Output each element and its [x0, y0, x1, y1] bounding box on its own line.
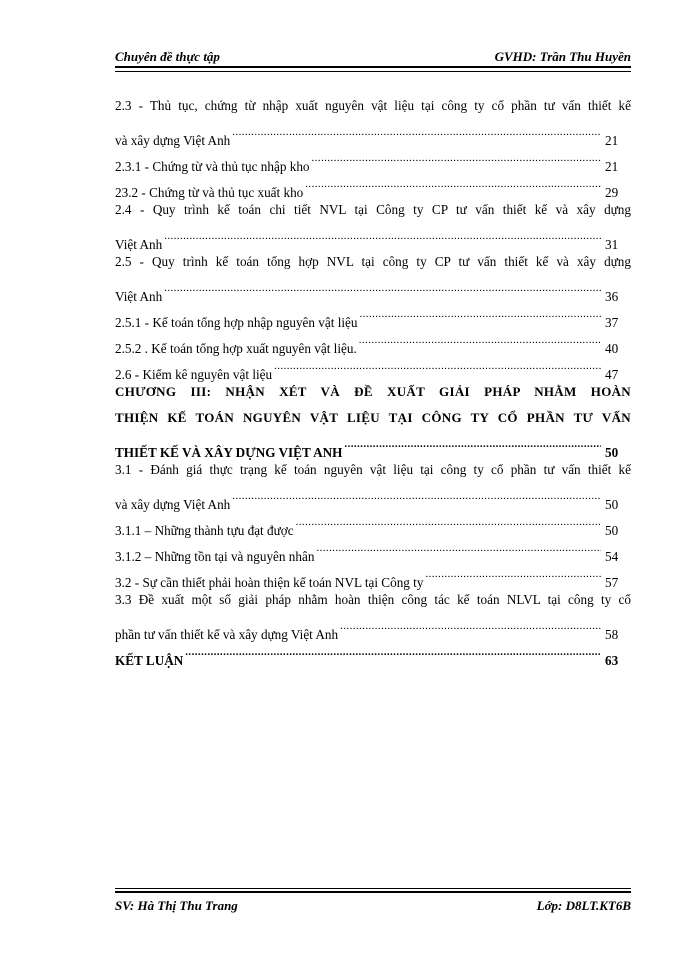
toc-page-number: 50 [605, 523, 619, 538]
dot-leader [232, 119, 601, 145]
toc-entry-text: phần tư vấn thiết kế và xây dựng Việt Anh [115, 627, 339, 642]
toc-entry-text: Việt Anh [115, 237, 163, 252]
dot-leader [232, 483, 601, 509]
toc-page-number: 57 [605, 575, 619, 590]
toc-entry-text: 3.1.2 – Những tồn tại và nguyên nhân [115, 549, 315, 564]
toc-page-number: 54 [605, 549, 619, 564]
dot-leader [164, 275, 601, 301]
toc-entry[interactable] [115, 457, 631, 512]
toc-entry-text: 2.6 - Kiểm kê nguyên vật liệu [115, 367, 273, 382]
toc-entry-text: 2.5 - Quy trình kế toán tổng hợp NVL tại công ty CP tư vấn thiết kế và xây dựng [115, 254, 631, 269]
page-footer [115, 888, 631, 913]
toc-page-number: 50 [605, 445, 619, 460]
table-of-contents [115, 93, 631, 668]
toc-page-number: 50 [605, 497, 619, 512]
toc-entry-text: 23.2 - Chứng từ và thủ tục xuất kho [115, 185, 304, 200]
toc-page-number: 21 [605, 159, 619, 174]
toc-entry[interactable] [115, 379, 631, 460]
toc-entry-text: 3.1 - Đánh giá thực trạng kế toán nguyên vật liệu tại công ty cổ phần tư vấn thiết kế [115, 462, 631, 477]
dot-leader [296, 509, 601, 535]
dot-leader [312, 145, 601, 171]
toc-entry[interactable] [115, 249, 631, 304]
toc-page-number: 63 [605, 653, 619, 668]
toc-entry[interactable] [115, 197, 631, 252]
toc-entry-line [115, 223, 631, 252]
toc-entry-text: THIẾT KẾ VÀ XÂY DỰNG VIỆT ANH [115, 445, 343, 460]
dot-leader [274, 353, 601, 379]
dot-leader [359, 301, 601, 327]
toc-page-number: 29 [605, 185, 619, 200]
toc-entry-text: KẾT LUẬN [115, 653, 184, 668]
toc-entry-text: 3.3 Đề xuất một số giải pháp nhằm hoàn thiện công tác kế toán NLVL tại công ty cổ [115, 592, 631, 607]
dot-leader [164, 223, 601, 249]
header-subject: Chuyên đề thực tập [115, 49, 220, 64]
toc-entry-text: 3.2 - Sự cần thiết phải hoàn thiện kế toán NVL tại Công ty [115, 575, 424, 590]
toc-page-number: 47 [605, 367, 619, 382]
toc-entry-text: và xây dựng Việt Anh [115, 133, 231, 148]
header-rule [115, 71, 631, 72]
toc-entry-text: 2.5.1 - Kế toán tổng hợp nhập nguyên vật liệu [115, 315, 358, 330]
toc-entry[interactable] [115, 587, 631, 642]
toc-page-number: 37 [605, 315, 619, 330]
toc-entry-line [115, 431, 631, 460]
toc-entry-line [115, 119, 631, 148]
toc-entry-text: CHƯƠNG III: NHẬN XÉT VÀ ĐỀ XUẤT GIẢI PHÁP NHẰM HOÀN [115, 384, 631, 399]
dot-leader [359, 327, 601, 353]
dot-leader [425, 561, 601, 587]
toc-entry[interactable] [115, 301, 631, 330]
dot-leader [344, 431, 601, 457]
toc-entry-line [115, 275, 631, 304]
toc-entry-text: 2.3.1 - Chứng từ và thủ tục nhập kho [115, 159, 310, 174]
toc-entry[interactable] [115, 93, 631, 148]
page-header [115, 46, 631, 68]
toc-entry-text: 2.5.2 . Kế toán tổng hợp xuất nguyên vật liệu. [115, 341, 357, 356]
toc-page-number: 58 [605, 627, 619, 642]
toc-entry-line [115, 639, 631, 668]
toc-entry-text: và xây dựng Việt Anh [115, 497, 231, 512]
toc-entry-text: Việt Anh [115, 289, 163, 304]
dot-leader [340, 613, 601, 639]
toc-entry[interactable] [115, 639, 631, 668]
toc-page-number: 36 [605, 289, 619, 304]
toc-entry-text: 2.4 - Quy trình kế toán chi tiết NVL tại Công ty CP tư vấn thiết kế và xây dựng [115, 202, 631, 217]
dot-leader [305, 171, 601, 197]
header-advisor: GVHD: Trần Thu Huyền [494, 49, 631, 64]
toc-entry-line [115, 613, 631, 642]
dot-leader [185, 639, 601, 665]
toc-entry-text: 3.1.1 – Những thành tựu đạt được [115, 523, 294, 538]
toc-page-number: 40 [605, 341, 619, 356]
footer-rule [115, 891, 631, 893]
footer-class: Lớp: D8LT.KT6B [536, 898, 631, 913]
toc-entry-text: 2.3 - Thủ tục, chứng từ nhập xuất nguyên vật liệu tại công ty cổ phần tư vấn thiết kế [115, 98, 631, 113]
dot-leader [316, 535, 601, 561]
toc-entry-line [115, 301, 631, 330]
toc-entry-line [115, 483, 631, 512]
toc-page-number: 21 [605, 133, 619, 148]
toc-entry-text: THIỆN KẾ TOÁN NGUYÊN VẬT LIỆU TẠI CÔNG TY CỔ PHẦN TƯ VẤN [115, 410, 631, 425]
footer-student: SV: Hà Thị Thu Trang [115, 898, 238, 913]
toc-page-number: 31 [605, 237, 619, 252]
